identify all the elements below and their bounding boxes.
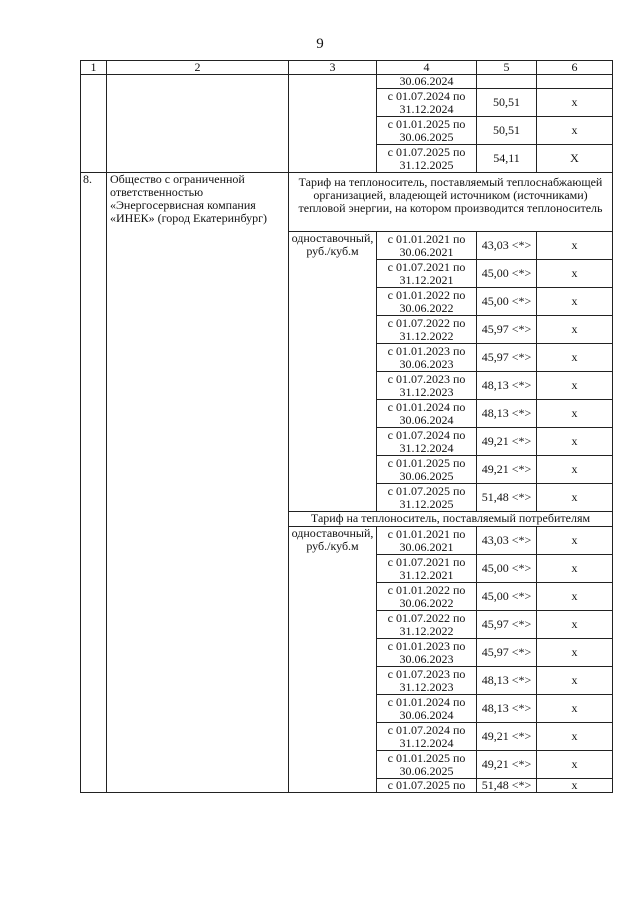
period-cell: с 01.07.2023 по 31.12.2023 (377, 667, 477, 695)
x-mark-cell (537, 75, 613, 89)
column-number-row (81, 61, 613, 75)
x-mark-cell: х (537, 117, 613, 145)
column-header: 2 (107, 61, 289, 75)
tariff-value-cell: 45,00 <*> (477, 583, 537, 611)
period-cell: с 01.01.2023 по 30.06.2023 (377, 344, 477, 372)
column-header: 3 (289, 61, 377, 75)
period-cell: с 01.01.2025 по 30.06.2025 (377, 751, 477, 779)
tariff-value-cell: 54,11 (477, 145, 537, 173)
x-mark-cell: х (537, 316, 613, 344)
period-cell: с 01.07.2023 по 31.12.2023 (377, 372, 477, 400)
x-mark-cell: х (537, 751, 613, 779)
period-cell: с 01.07.2022 по 31.12.2022 (377, 316, 477, 344)
x-mark-cell: х (537, 260, 613, 288)
x-mark-cell: х (537, 428, 613, 456)
period-cell: с 01.07.2024 по 31.12.2024 (377, 89, 477, 117)
tariff-value-cell: 43,03 <*> (477, 232, 537, 260)
organization-cell (107, 75, 289, 173)
period-cell: с 01.01.2021 по 30.06.2021 (377, 527, 477, 555)
tariff-value-cell: 48,13 <*> (477, 400, 537, 428)
column-header: 4 (377, 61, 477, 75)
period-cell: с 01.07.2022 по 31.12.2022 (377, 611, 477, 639)
section-title: Тариф на теплоноситель, поставляемый потребителям (289, 512, 613, 527)
x-mark-cell: х (537, 232, 613, 260)
organization-name: Общество с ограниченной ответственностью «Энергосервисная компания «ИНЕК» (город Екатеринбург) (107, 173, 289, 793)
section-title-row (81, 173, 613, 232)
period-cell: с 01.07.2025 по 31.12.2025 (377, 145, 477, 173)
section-title: Тариф на теплоноситель, поставляемый теплоснабжающей организацией, владеющей источником (источниками) тепловой энергии, на котором производится теплоноситель (289, 173, 613, 232)
tariff-value-cell: 45,97 <*> (477, 639, 537, 667)
page-number: 9 (316, 36, 324, 52)
tariff-value-cell: 45,97 <*> (477, 316, 537, 344)
x-mark-cell: х (537, 695, 613, 723)
unit-cell: одноставочный, руб./куб.м (289, 527, 377, 793)
tariff-value-cell: 51,48 <*> (477, 484, 537, 512)
x-mark-cell: х (537, 400, 613, 428)
period-cell: с 01.01.2022 по 30.06.2022 (377, 288, 477, 316)
period-cell: с 01.07.2024 по 31.12.2024 (377, 428, 477, 456)
tariff-value-cell: 50,51 (477, 89, 537, 117)
x-mark-cell: х (537, 344, 613, 372)
x-mark-cell: х (537, 611, 613, 639)
tariff-value-cell: 48,13 <*> (477, 372, 537, 400)
x-mark-cell: х (537, 555, 613, 583)
x-mark-cell: х (537, 527, 613, 555)
x-mark-cell: х (537, 723, 613, 751)
tariff-value-cell: 49,21 <*> (477, 456, 537, 484)
period-cell: 30.06.2024 (377, 75, 477, 89)
tariff-value-cell: 51,48 <*> (477, 779, 537, 793)
tariff-value-cell: 48,13 <*> (477, 695, 537, 723)
unit-cell: одноставочный, руб./куб.м (289, 232, 377, 512)
tariff-value-cell: 45,00 <*> (477, 288, 537, 316)
tariff-value-cell: 48,13 <*> (477, 667, 537, 695)
x-mark-cell: х (537, 639, 613, 667)
x-mark-cell: х (537, 89, 613, 117)
tariff-table (80, 60, 613, 793)
unit-cell (289, 75, 377, 173)
tariff-value-cell: 45,97 <*> (477, 344, 537, 372)
tariff-value-cell: 43,03 <*> (477, 527, 537, 555)
tariff-value-cell: 50,51 (477, 117, 537, 145)
x-mark-cell: Х (537, 145, 613, 173)
period-cell: с 01.01.2025 по 30.06.2025 (377, 456, 477, 484)
column-header: 5 (477, 61, 537, 75)
period-cell: с 01.07.2021 по 31.12.2021 (377, 555, 477, 583)
tariff-value-cell: 49,21 <*> (477, 751, 537, 779)
x-mark-cell: х (537, 667, 613, 695)
period-cell: с 01.07.2025 по (377, 779, 477, 793)
tariff-value-cell: 45,97 <*> (477, 611, 537, 639)
tariff-value-cell (477, 75, 537, 89)
period-cell: с 01.07.2024 по 31.12.2024 (377, 723, 477, 751)
period-cell: с 01.01.2023 по 30.06.2023 (377, 639, 477, 667)
period-cell: с 01.07.2021 по 31.12.2021 (377, 260, 477, 288)
period-cell: с 01.01.2021 по 30.06.2021 (377, 232, 477, 260)
column-header: 1 (81, 61, 107, 75)
tariff-value-cell: 49,21 <*> (477, 428, 537, 456)
tariff-value-cell: 49,21 <*> (477, 723, 537, 751)
x-mark-cell: х (537, 456, 613, 484)
x-mark-cell: х (537, 779, 613, 793)
number-cell (81, 75, 107, 173)
period-cell: с 01.01.2022 по 30.06.2022 (377, 583, 477, 611)
x-mark-cell: х (537, 484, 613, 512)
period-cell: с 01.01.2024 по 30.06.2024 (377, 400, 477, 428)
table-row (81, 75, 613, 89)
period-cell: с 01.07.2025 по 31.12.2025 (377, 484, 477, 512)
tariff-value-cell: 45,00 <*> (477, 555, 537, 583)
x-mark-cell: х (537, 372, 613, 400)
x-mark-cell: х (537, 583, 613, 611)
column-header: 6 (537, 61, 613, 75)
entry-number: 8. (81, 173, 107, 793)
x-mark-cell: х (537, 288, 613, 316)
tariff-value-cell: 45,00 <*> (477, 260, 537, 288)
period-cell: с 01.01.2025 по 30.06.2025 (377, 117, 477, 145)
period-cell: с 01.01.2024 по 30.06.2024 (377, 695, 477, 723)
